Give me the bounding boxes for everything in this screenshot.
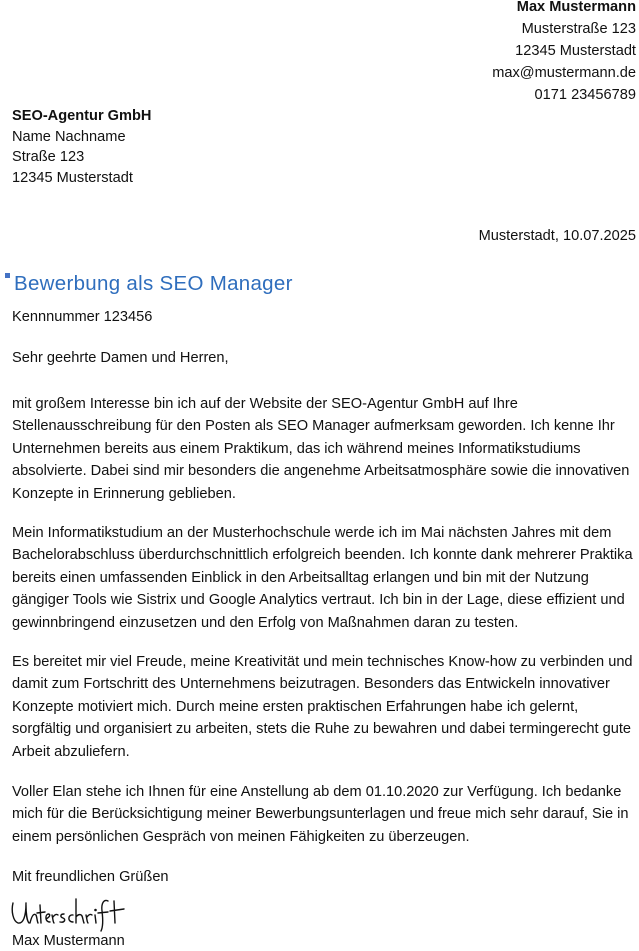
signature-graphic (10, 893, 132, 933)
signer-name: Max Mustermann (12, 933, 125, 949)
sender-name: Max Mustermann (516, 0, 636, 15)
recipient-address-block (12, 106, 151, 188)
body-paragraph-2: Mein Informatikstudium an der Musterhochschule werde ich im Mai nächsten Jahres mit dem Bachelorabschluss überdurchschnittlich erfolgreich beenden. Ich konnte dank mehrerer Praktika bereits einen umfassenden Einblick in den Arbeitsalltag erlangen und bin mit der Nutzung gängiger Tools wie Sistrix und Google Analytics vertraut. Ich bin in der Lage, diese effizient und gewinnbringend einzusetzen und den Erfolg von Maßnahmen daran zu testen. (12, 525, 633, 631)
body-paragraph-3: Es bereitet mir viel Freude, meine Kreativität und mein technisches Know-how zu verbinden und damit zum Fortschritt des Unternehmens beizutragen. Besonders das Entwickeln innovativer Konzepte motiviert mich. Durch meine ersten praktischen Erfahrungen habe ich gelernt, sorgfältig und organisiert zu arbeiten, stets die Ruhe zu bewahren und dabei termingerecht gute Arbeit abzuliefern. (12, 654, 633, 760)
sender-phone: 0171 23456789 (534, 87, 636, 103)
closing-phrase: Mit freundlichen Grüßen (12, 869, 169, 885)
heading-marker-icon (5, 273, 10, 278)
salutation: Sehr geehrte Damen und Herren, (12, 350, 229, 366)
recipient-city: 12345 Musterstadt (12, 169, 133, 186)
recipient-contact: Name Nachname (12, 128, 126, 145)
sender-address-block (492, 0, 636, 106)
reference-number: Kennnummer 123456 (12, 309, 153, 325)
body-paragraph-1: mit großem Interesse bin ich auf der Website der SEO-Agentur GmbH auf Ihre Stellenausschreibung für den Posten als SEO Manager aufmerksam geworden. Ich kenne Ihr Unternehmen bereits aus einem Praktikum, das ich während meines Informatikstudiums absolvierte. Dabei sind mir besonders die angenehme Arbeitsatmosphäre sowie die innovativen Konzepte in Erinnerung geblieben. (12, 396, 630, 502)
subject-heading (5, 270, 293, 298)
recipient-company: SEO-Agentur GmbH (12, 108, 152, 124)
body-paragraph-4: Voller Elan stehe ich Ihnen für eine Anstellung ab dem 01.10.2020 zur Verfügung. Ich bedanke mich für die Berücksichtigung meiner Bewerbungsunterlagen und freue mich sehr darauf, Sie in einem persönlichen Gespräch von meinen Fähigkeiten zu überzeugen. (12, 784, 629, 845)
recipient-street: Straße 123 (12, 149, 85, 165)
subject-title: Bewerbung als SEO Manager (14, 272, 293, 295)
sender-email: max@mustermann.de (492, 65, 636, 81)
letter-date: Musterstadt, 10.07.2025 (478, 228, 636, 244)
sender-street: Musterstraße 123 (521, 21, 636, 37)
sender-city: 12345 Musterstadt (515, 43, 636, 59)
